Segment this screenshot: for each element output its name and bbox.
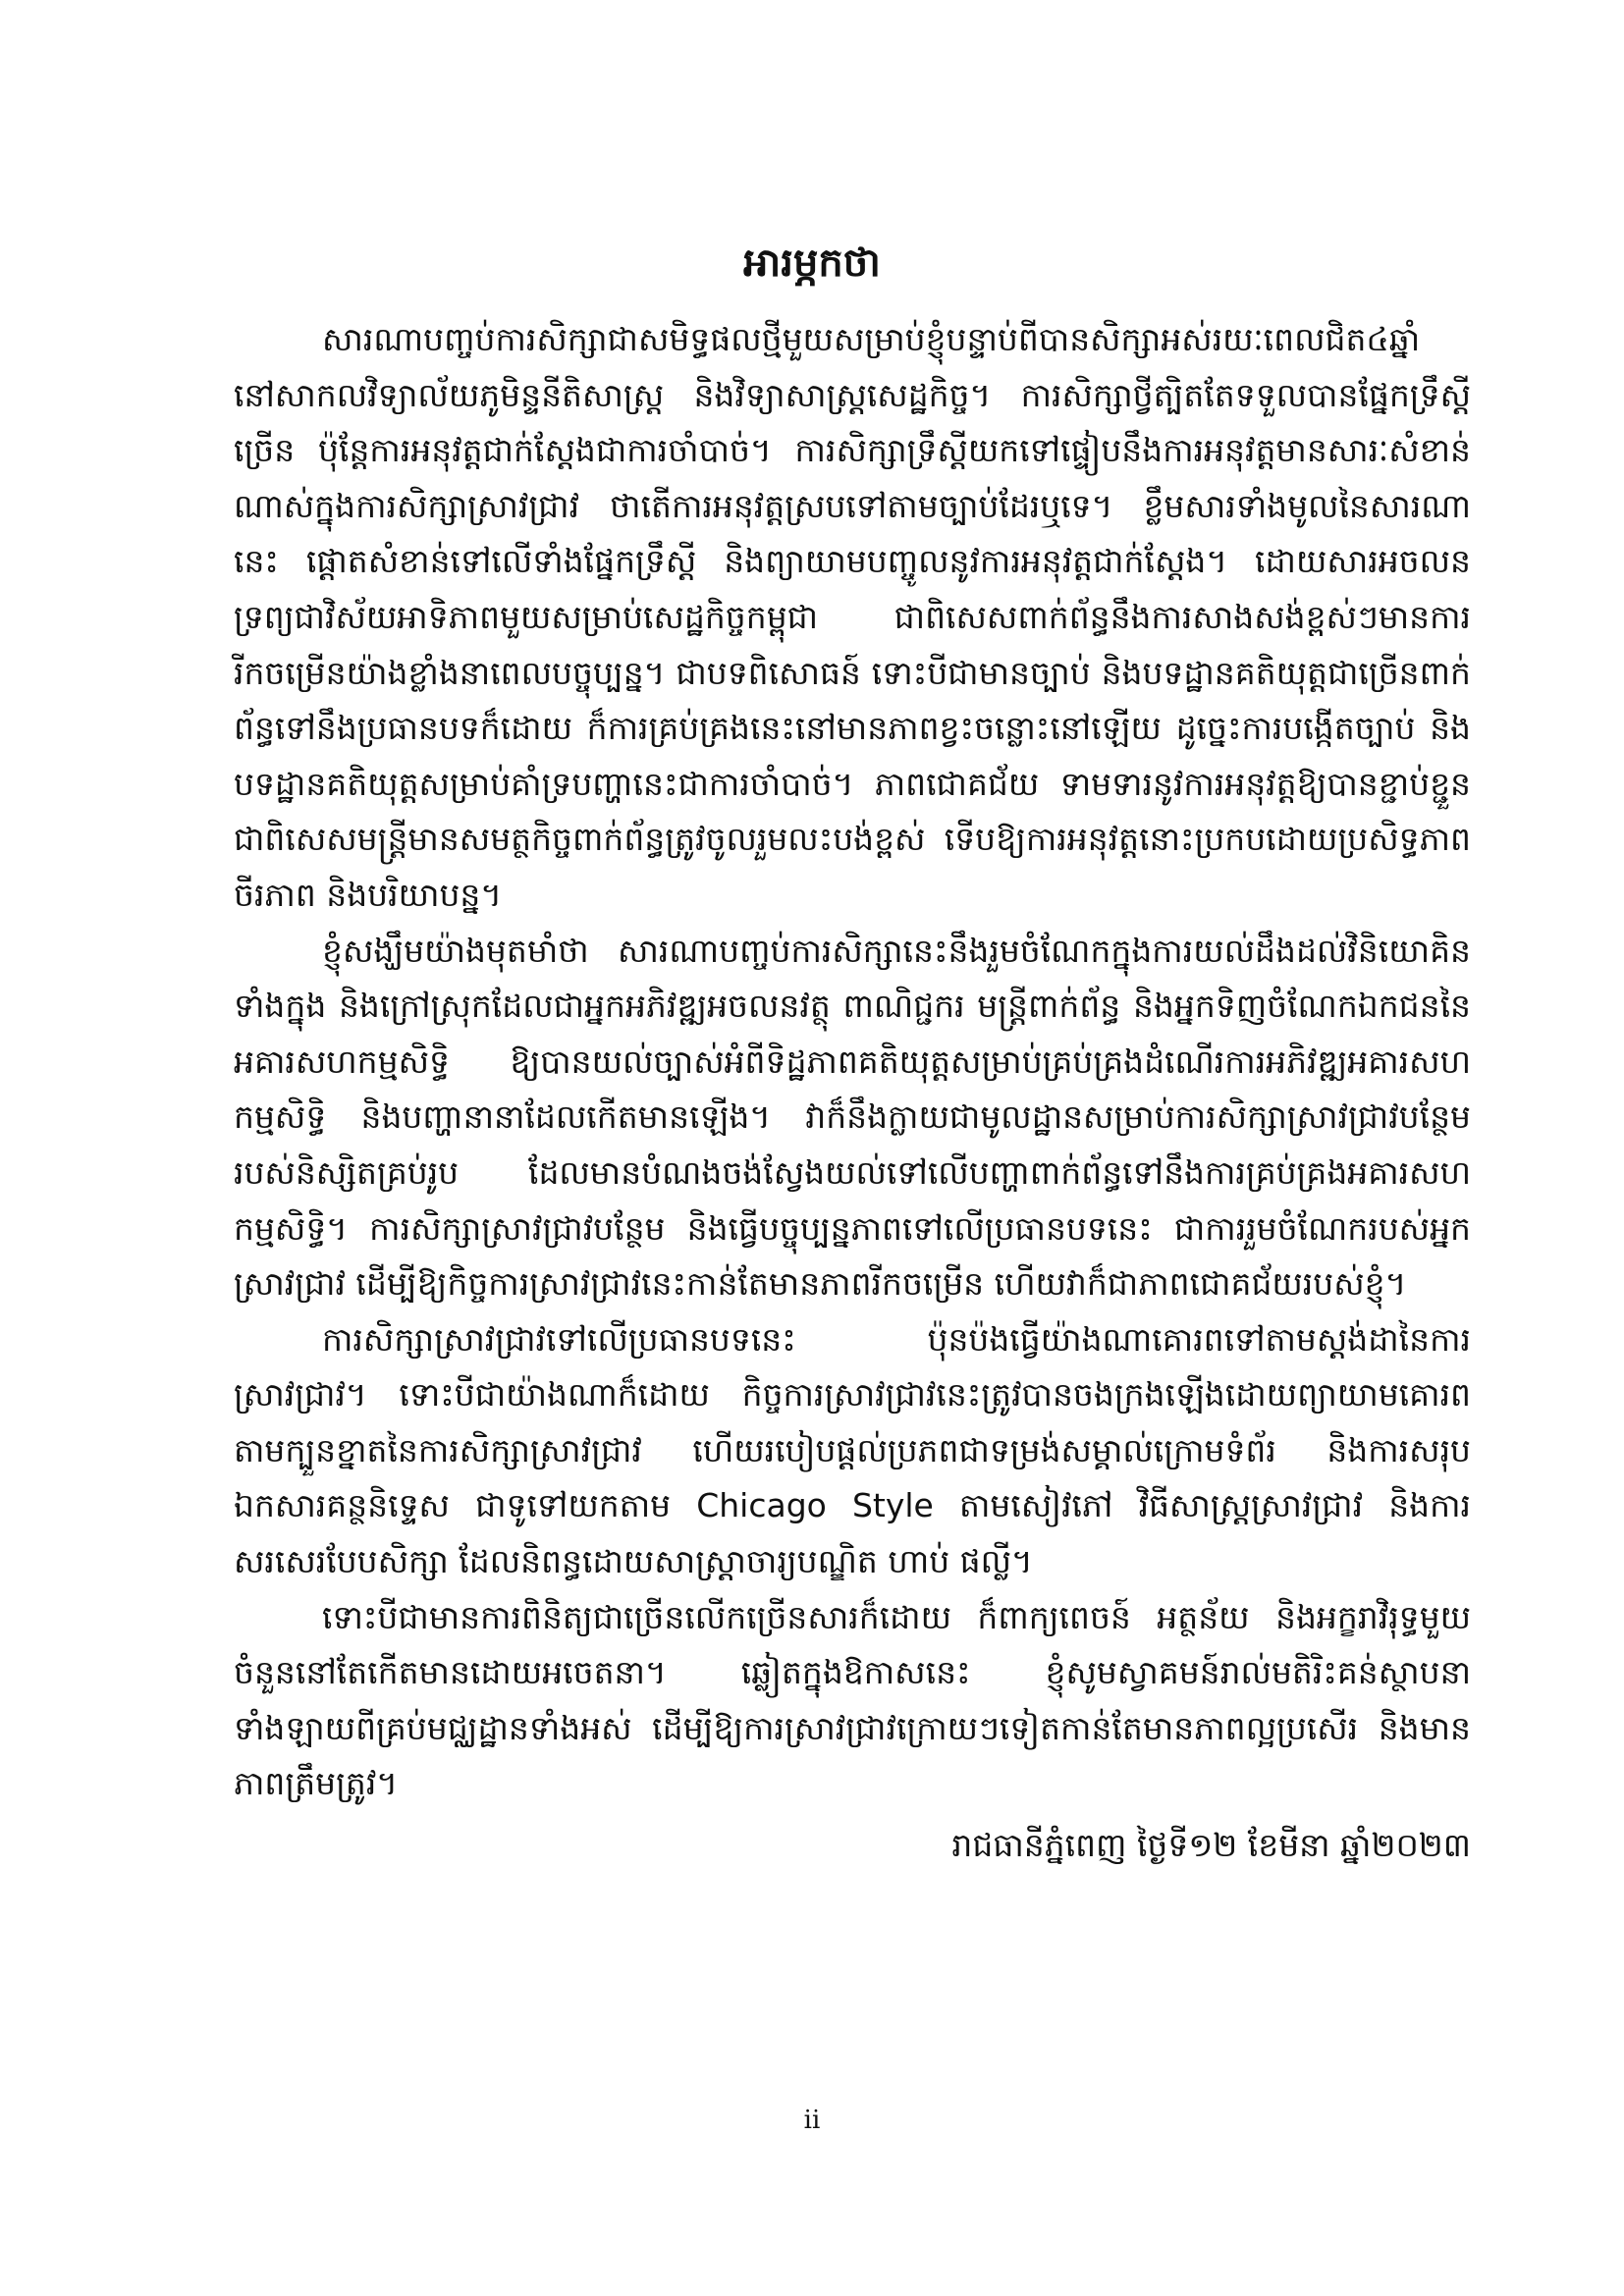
page-title: អារម្ភកថា — [743, 240, 881, 286]
place-date-signoff: រាជធានីភ្នំពេញ ថ្ងៃទី១២ ខែមីនា ឆ្នាំ២០២៣ — [951, 1826, 1471, 1865]
preface-body — [234, 312, 1471, 1873]
paragraph-1: សារណាបញ្ចប់ការសិក្សាជាសមិទ្ធផលថ្មីមួយសម្រាប់ខ្ញុំបន្ទាប់ពីបានសិក្សាអស់រយៈពេលជិត៤ឆ្នាំ នៅសាកលវិទ្យាល័យភូមិន្ទនីតិសាស្ត្រ និងវិទ្យាសាស្ត្រសេដ្ឋកិច្ច។ ការសិក្សាថ្វីត្បិតតែទទួលបានផ្នែកទ្រឹស្តីច្រើន ប៉ុន្តែការអនុវត្តជាក់ស្តែងជាការចាំបាច់។ ការសិក្សាទ្រឹស្តីយកទៅផ្ទៀបនឹងការអនុវត្តមានសារៈសំខាន់ណាស់ក្នុងការសិក្សាស្រាវជ្រាវ ថាតើការអនុវត្តស្របទៅតាមច្បាប់ដែរឬទេ។ ខ្លឹមសារទាំងមូលនៃសារណានេះ ផ្តោតសំខាន់ទៅលើទាំងផ្នែកទ្រឹស្តី និងព្យាយាមបញ្ចូលនូវការអនុវត្តជាក់ស្តែង។ ដោយសារអចលនទ្រព្យជាវិស័យអាទិភាពមួយសម្រាប់សេដ្ឋកិច្ចកម្ពុជា ជាពិសេសពាក់ព័ន្ធនឹងការសាងសង់ខ្ពស់ៗមានការរីកចម្រើនយ៉ាងខ្លាំងនាពេលបច្ចុប្បន្ន។ ជាបទពិសោធន៍ ទោះបីជាមានច្បាប់ និងបទដ្ឋានគតិយុត្តជាច្រើនពាក់ព័ន្ធទៅនឹងប្រធានបទក៏ដោយ ក៏ការគ្រប់គ្រងនេះនៅមានភាពខ្វះចន្លោះនៅឡើយ ដូច្នេះការបង្កើតច្បាប់ និងបទដ្ឋានគតិយុត្តសម្រាប់គាំទ្របញ្ហានេះជាការចាំបាច់។ ភាពជោគជ័យ ទាមទារនូវការអនុវត្តឱ្យបានខ្ជាប់ខ្ជួន ជាពិសេសមន្ត្រីមានសមត្ថកិច្ចពាក់ព័ន្ធត្រូវចូលរួមលះបង់ខ្ពស់ ទើបឱ្យការអនុវត្តនោះប្រកបដោយប្រសិទ្ធភាព ចីរភាព និងបរិយាបន្ន។ — [234, 320, 1471, 914]
paragraph-4: ទោះបីជាមានការពិនិត្យជាច្រើនលើកច្រើនសារក៏ដោយ ក៏ពាក្យពេចន៍ អត្ថន័យ និងអក្ខរាវិរុទ្ធមួយចំនួននៅតែកើតមានដោយអចេតនា។ ឆ្លៀតក្នុងឱកាសនេះ ខ្ញុំសូមស្វាគមន៍រាល់មតិរិះគន់ស្ថាបនាទាំងឡាយពីគ្រប់មជ្ឈដ្ឋានទាំងអស់ ដើម្បីឱ្យការស្រាវជ្រាវក្រោយៗទៀតកាន់តែមានភាពល្អប្រសើរ និងមានភាពត្រឹមត្រូវ។ — [234, 1597, 1471, 1803]
paragraph-3: ការសិក្សាស្រាវជ្រាវទៅលើប្រធានបទនេះ ប៉ុនប៉ងធ្វើយ៉ាងណាគោរពទៅតាមស្តង់ដានៃការស្រាវជ្រាវ។ ទោះបីជាយ៉ាងណាក៏ដោយ កិច្ចការស្រាវជ្រាវនេះត្រូវបានចងក្រងឡើងដោយព្យាយាមគោរពតាមក្បួនខ្នាតនៃការសិក្សាស្រាវជ្រាវ ហើយរបៀបផ្តល់ប្រភពជាទម្រង់សម្គាល់ក្រោមទំព័រ និងការសរុបឯកសារគន្ថនិទ្ទេស ជាទូទៅយកតាម Chicago Style តាមសៀវភៅ វិធីសាស្ត្រស្រាវជ្រាវ និងការសរសេរបែបសិក្សា ដែលនិពន្ធដោយសាស្ត្រាចារ្យបណ្ឌិត ហាប់ ផល្លី។ — [234, 1319, 1471, 1581]
page-number: ii — [803, 2106, 821, 2135]
paragraph-2: ខ្ញុំសង្ឃឹមយ៉ាងមុតមាំថា សារណាបញ្ចប់ការសិក្សានេះនឹងរួមចំណែកក្នុងការយល់ដឹងដល់វិនិយោគិនទាំងក្នុង និងក្រៅស្រុកដែលជាអ្នកអភិវឌ្ឍអចលនវត្ថុ ពាណិជ្ជករ មន្ត្រីពាក់ព័ន្ធ និងអ្នកទិញចំណែកឯកជននៃអគារសហកម្មសិទ្ធិ ឱ្យបានយល់ច្បាស់អំពីទិដ្ឋភាពគតិយុត្តសម្រាប់គ្រប់គ្រងដំណើរការអភិវឌ្ឍអគារសហកម្មសិទ្ធិ និងបញ្ហានានាដែលកើតមានឡើង។ វាក៏នឹងក្លាយជាមូលដ្ឋានសម្រាប់ការសិក្សាស្រាវជ្រាវបន្ថែមរបស់និស្សិតគ្រប់រូប ដែលមានបំណងចង់ស្វែងយល់ទៅលើបញ្ហាពាក់ព័ន្ធទៅនឹងការគ្រប់គ្រងអគារសហកម្មសិទ្ធិ។ ការសិក្សាស្រាវជ្រាវបន្ថែម និងធ្វើបច្ចុប្បន្នភាពទៅលើប្រធានបទនេះ ជាការរួមចំណែករបស់អ្នកស្រាវជ្រាវ ដើម្បីឱ្យកិច្ចការស្រាវជ្រាវនេះកាន់តែមានភាពរីកចម្រើន ហើយវាក៏ជាភាពជោគជ័យរបស់ខ្ញុំ។ — [234, 931, 1471, 1304]
